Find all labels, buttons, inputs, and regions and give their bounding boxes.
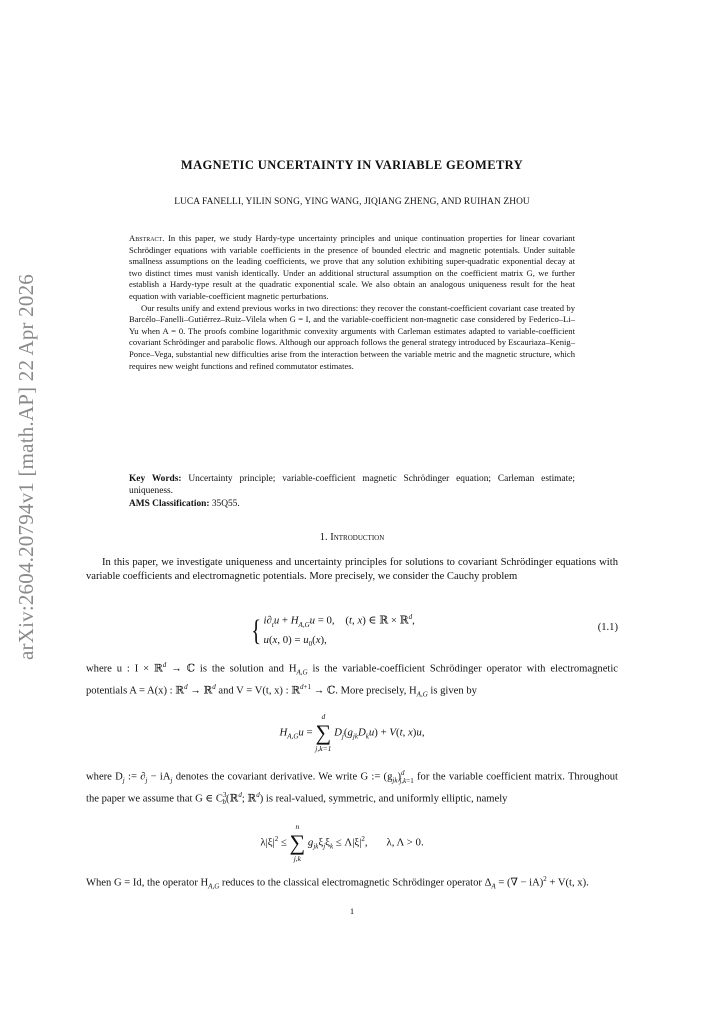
- keywords-text: Uncertainty principle; variable-coefficient magnetic Schrödinger equation; Carleman estimate; uniqueness.: [129, 474, 576, 497]
- arxiv-identifier: arXiv:2604.20794v1 [math.AP] 22 Apr 2026: [14, 274, 38, 660]
- intro-text-2b: → ℂ is the solution and H: [166, 663, 297, 675]
- section-title: Introduction: [330, 532, 385, 543]
- intro-text-1: In this paper, we investigate uniqueness and uncertainty principles for solutions to covariant Schrödinger equations with variable coefficients and electromagnetic potentials. More precisely, we consider the Cauchy problem: [86, 557, 618, 583]
- keywords-block: [129, 473, 575, 510]
- page-number: 1: [349, 906, 355, 916]
- intro-text-2e: and V = V(t, x) : ℝ: [215, 685, 300, 697]
- intro-text-3b: := ∂: [124, 771, 146, 783]
- intro-paragraph-2: where u : I × ℝ$^d$ → ℂ is the solution and $H_{A,G}$ is the variable-coefficient Schrödinger operator with electromagnetic potentials A = A(x) : ℝ$^d$ → ℝ$^d$ and V = V(t, x) : ℝ$^{d+1}$ → ℂ. More precisely, $H_{A,G}$ is given by: [86, 661, 618, 699]
- intro-text-3f: (ℝ: [226, 793, 239, 805]
- intro-text-2g: is given by: [427, 685, 477, 697]
- abstract: [129, 233, 575, 372]
- intro-text-3g: ; ℝ: [241, 793, 257, 805]
- abstract-paragraph-2: Our results unify and extend previous works in two directions: they recover the constant-coefficient covariant case treated by Barcélo–Fanelli–Gutiérrez–Ruiz–Vilela when G = I, and the variable-coefficient non-magnetic case considered by Federico–Li–Yu when A = 0. The proofs combine logarithmic convexity arguments with Carleman estimates adapted to variable-coefficient covariant Schrödinger and parabolic flows. Although our approach follows the general strategy introduced by Escauriaza–Kenig–Ponce–Vega, substantial new difficulties arise from the interaction between the variable metric and the magnetic structure, which requires new weight functions and refined commutator estimates.: [129, 302, 575, 371]
- intro-text-2c: is the variable-coefficient Schrödinger operator with electromagnetic potentials A = A(x) : ℝ: [86, 663, 618, 697]
- keywords-label: Key Words:: [129, 474, 182, 484]
- intro-paragraph-4: When G = Id, the operator $H_{A,G}$ reduces to the classical electromagnetic Schrödinger operator $\Delta_A$ = (∇ − iA)$^2$ + V(t, x).: [86, 875, 589, 891]
- equation-operator: $H_{A,G}u$ = d ∑ j,k=1 $D_j(g_{jk}D_ku) + V(t$, x)u,: [279, 712, 425, 753]
- intro-text-4c: = (∇ − iA): [495, 877, 544, 889]
- ams-text: 35Q55.: [211, 498, 240, 509]
- section-number: 1.: [319, 532, 328, 543]
- intro-text-4d: + V(t, x).: [546, 877, 589, 889]
- ams-line: [129, 498, 575, 510]
- intro-text-4b: reduces to the classical electromagnetic Schrödinger operator Δ: [219, 877, 492, 889]
- intro-text-3d: denotes the covariant derivative. We write G := (g: [172, 771, 393, 783]
- section-heading: [86, 532, 618, 543]
- author-list: LUCA FANELLI, YILIN SONG, YING WANG, JIQIANG ZHENG, AND RUIHAN ZHOU: [174, 197, 530, 207]
- intro-text-3a: where D: [86, 771, 123, 783]
- intro-text-4a: When G = Id, the operator H: [86, 877, 209, 889]
- intro-text-3c: − iA: [147, 771, 171, 783]
- intro-paragraph-3: where $D_j$ := $\partial_j - iA_j$ denotes the covariant derivative. We write G := $(g_{jk})^d_{j,k=1}$ for the variable coefficient matrix. Throughout the paper we assume that G ∈ $C^3_b(ℝ^d$; ℝ$^d$) is real-valued, symmetric, and uniformly elliptic, namely: [86, 769, 618, 807]
- keywords-line: [129, 473, 575, 498]
- intro-text-2a: where u : I × ℝ: [86, 663, 163, 675]
- equation-ellipticity: $\lambda|\xi|^2$ ≤ n ∑ j,k $g_{jk}\xi_j\xi_k \le \Lambda|\xi|^2$, λ, Λ > 0.: [260, 822, 424, 863]
- intro-text-3h: ) is real-valued, symmetric, and uniformly elliptic, namely: [259, 793, 508, 805]
- intro-text-2f: → ℂ. More precisely, H: [310, 685, 417, 697]
- intro-text-2d: → ℝ: [187, 685, 213, 697]
- equation-1-1: { $i\partial_tu + H_{A,G}u = 0$, (t, x) ∈ ℝ × ℝ$^d$, u(x, $0) = u_0(x)$, (1.1): [251, 613, 618, 648]
- abstract-label: Abstract.: [129, 233, 165, 243]
- abstract-paragraph-1: [129, 233, 575, 303]
- paper-title: MAGNETIC UNCERTAINTY IN VARIABLE GEOMETRY: [180, 158, 524, 172]
- intro-text-3e: for the variable coefficient matrix. Throughout the paper we assume that G ∈ C: [86, 771, 618, 805]
- intro-paragraph-1: [86, 556, 618, 584]
- ams-label: AMS Classification:: [129, 498, 210, 509]
- equation-number: (1.1): [597, 622, 618, 633]
- abstract-text-1: In this paper, we study Hardy-type uncertainty principles and unique continuation properties for linear covariant Schrödinger equations with variable coefficients in the presence of bounded electric and magnetic potentials. Under suitable smallness assumptions on the leading coefficients, we prove that any solution exhibiting super-quadratic exponential decay at two distinct times must vanish identically. Under an additional structural assumption on the coefficient matrix G, we further establish a Hardy-type result at the quadratic exponential scale. We also obtain an analogous uniqueness result for the heat equation with variable-coefficient magnetic perturbations.: [129, 233, 575, 301]
